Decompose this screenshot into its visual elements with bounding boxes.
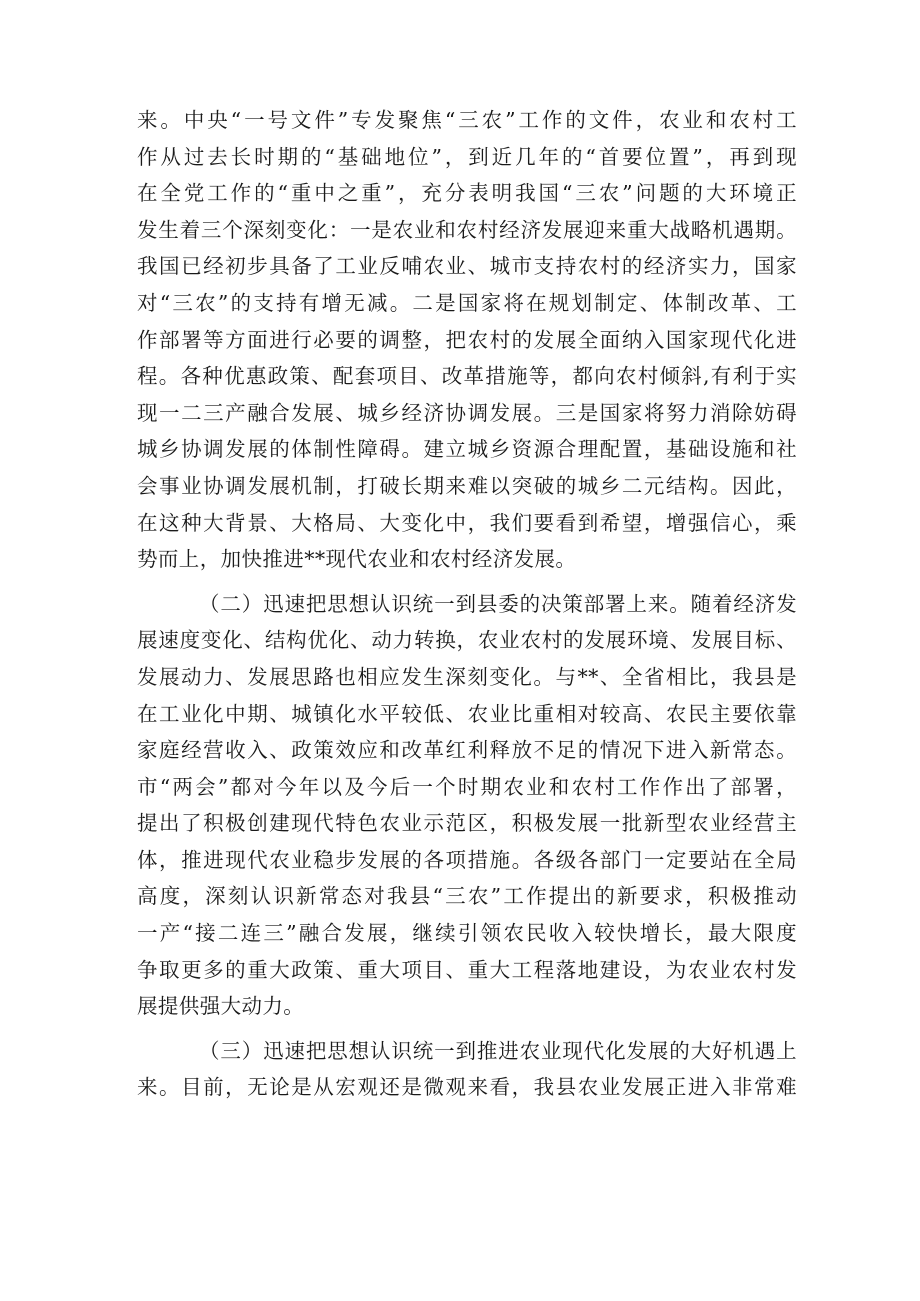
paragraph-line: 市“两会”都对今年以及今后一个时期农业和农村工作作出了部署， — [137, 774, 797, 799]
paragraph-line: 在这种大背景、大格局、大变化中，我们要看到希望，增强信心，乘 — [137, 510, 797, 535]
paragraph-line: 发展动力、发展思路也相应发生深刻变化。与**、全省相比，我县是 — [137, 664, 797, 689]
paragraph-line: 一产“接二连三”融合发展，继续引领农民收入较快增长，最大限度 — [137, 921, 797, 946]
paragraph-line: 来。中央“一号文件”专发聚焦“三农”工作的文件，农业和农村工 — [137, 108, 797, 132]
paragraph-line: 高度，深刻认识新常态对我县“三农”工作提出的新要求，积极推动 — [137, 884, 797, 909]
paragraph-line: 会事业协调发展机制，打破长期来难以突破的城乡二元结构。因此， — [137, 473, 797, 498]
paragraph-spacer — [137, 578, 797, 586]
paragraph-line: 争取更多的重大政策、重大项目、重大工程落地建设，为农业农村发 — [137, 957, 797, 982]
paragraph-line: 作部署等方面进行必要的调整，把农村的发展全面纳入国家现代化进 — [137, 327, 797, 352]
paragraph-spacer — [137, 1025, 797, 1033]
paragraph-line: 在工业化中期、城镇化水平较低、农业比重相对较高、农民主要依靠 — [137, 701, 797, 726]
paragraph-3 — [137, 1033, 797, 1106]
paragraph-line: 对“三农”的支持有增无减。二是国家将在规划制定、体制改革、工 — [137, 290, 797, 315]
paragraph-1 — [137, 102, 797, 578]
paragraph-line: 势而上，加快推进**现代农业和农村经济发展。 — [137, 547, 577, 572]
paragraph-line: 作从过去长时期的“基础地位”，到近几年的“首要位置”，再到现 — [137, 144, 797, 169]
paragraph-line: 展速度变化、结构优化、动力转换，农业农村的发展环境、发展目标、 — [137, 628, 797, 653]
paragraph-line: 城乡协调发展的体制性障碍。建立城乡资源合理配置，基础设施和社 — [137, 437, 797, 462]
paragraph-line: 发生着三个深刻变化：一是农业和农村经济发展迎来重大战略机遇期。 — [137, 217, 797, 242]
paragraph-line: 家庭经营收入、政策效应和改革红利释放不足的情况下进入新常态。 — [137, 738, 797, 763]
paragraph-line: （二）迅速把思想认识统一到县委的决策部署上来。随着经济发 — [199, 591, 797, 616]
paragraph-2 — [137, 586, 797, 1025]
paragraph-line: 提出了积极创建现代特色农业示范区，积极发展一批新型农业经营主 — [137, 811, 797, 836]
paragraph-line: 展提供强大动力。 — [137, 994, 305, 1019]
paragraph-line: （三）迅速把思想认识统一到推进农业现代化发展的大好机遇上 — [199, 1038, 797, 1063]
paragraph-line: 体，推进现代农业稳步发展的各项措施。各级各部门一定要站在全局 — [137, 847, 797, 872]
document-body — [137, 102, 797, 1106]
paragraph-line: 我国已经初步具备了工业反哺农业、城市支持农村的经济实力，国家 — [137, 254, 797, 279]
paragraph-line: 程。各种优惠政策、配套项目、改革措施等，都向农村倾斜,有利于实 — [137, 364, 797, 389]
paragraph-line: 现一二三产融合发展、城乡经济协调发展。三是国家将努力消除妨碍 — [137, 400, 797, 425]
paragraph-line: 来。目前，无论是从宏观还是微观来看，我县农业发展正进入非常难 — [137, 1075, 797, 1100]
paragraph-line: 在全党工作的“重中之重”，充分表明我国“三农”问题的大环境正 — [137, 181, 797, 206]
